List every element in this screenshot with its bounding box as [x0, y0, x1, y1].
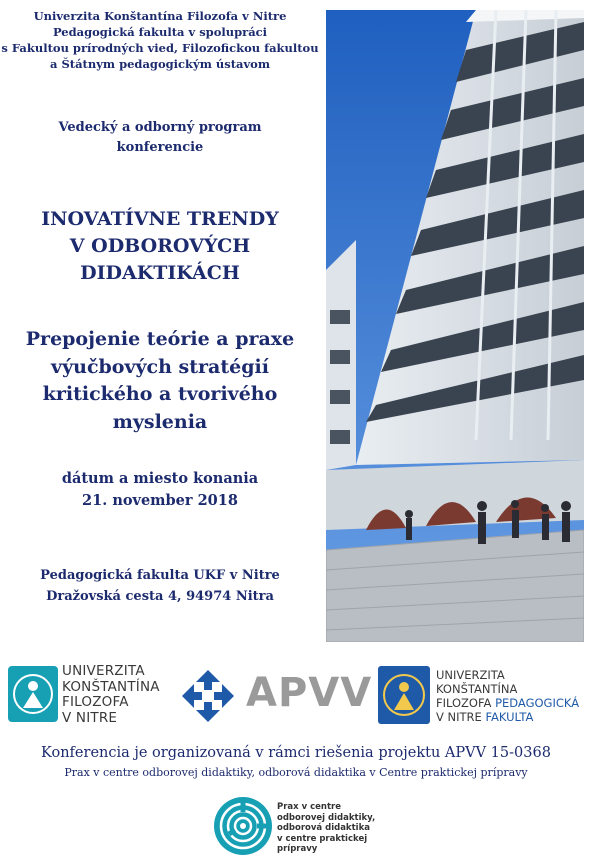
practice-center-line: odborová didaktika [277, 823, 370, 833]
project-note: Konferencia je organizovaná v rámci riešenia projektu APVV 15-0368 [41, 745, 551, 761]
organizer-line: s Fakultou prírodných vied, Filozofickou fakultou [1, 41, 319, 55]
program-line: Vedecký a odborný program [58, 120, 262, 135]
pf-wordmark-faculty: PEDAGOGICKÁ [495, 696, 580, 710]
pf-wordmark-line: UNIVERZITA [436, 668, 505, 682]
pf-wordmark-line [436, 710, 579, 724]
organizer-block [0, 8, 320, 72]
ukf-wordmark-line: UNIVERZITA [62, 663, 145, 679]
title-line: INOVATÍVNE TRENDY [41, 208, 279, 230]
project-subnote: Prax v centre odborovej didaktiky, odborová didaktika v Centre praktickej prípravy [64, 766, 528, 779]
pf-wordmark-faculty: FAKULTA [485, 710, 534, 724]
program-line: konferencie [116, 140, 204, 155]
ukf-logo [8, 664, 178, 730]
pf-wordmark [436, 668, 579, 724]
subtitle-line: výučbových stratégií [51, 355, 269, 378]
apvv-logo [180, 668, 373, 728]
organizer-line: Univerzita Konštantína Filozofa v Nitre [33, 9, 287, 23]
ukf-wordmark-line: FILOZOFA [62, 694, 129, 710]
ukf-emblem-icon [8, 666, 58, 722]
ukf-wordmark-line: KONŠTANTÍNA [62, 678, 160, 695]
venue-block [0, 565, 320, 607]
pf-logo [378, 666, 588, 732]
subtitle-line: kritického a tvorivého [42, 383, 278, 405]
logos-row [0, 662, 592, 732]
practice-center-logo [213, 792, 383, 862]
pf-wordmark-part: V NITRE [436, 710, 482, 724]
subtitle-line: Prepojenie teórie a praxe [25, 328, 295, 350]
practice-center-line: v centre praktickej [277, 833, 368, 844]
program-heading [0, 118, 320, 158]
date-block [0, 468, 320, 512]
apvv-wordmark: APVV [246, 670, 373, 716]
practice-center-line: Prax v centre [277, 802, 341, 812]
venue-name: Pedagogická fakulta UKF v Nitre [40, 568, 280, 583]
pf-emblem-icon [378, 666, 430, 724]
pf-wordmark-line [436, 696, 579, 710]
date-label: dátum a miesto konania [61, 470, 259, 487]
ukf-wordmark [62, 664, 160, 726]
title-line: DIDAKTIKÁCH [80, 262, 240, 284]
maze-icon [213, 796, 273, 856]
title-line: V ODBOROVÝCH [69, 235, 251, 257]
organizer-line: a Štátnym pedagogickým ústavom [50, 57, 270, 71]
practice-center-line: odborovej didaktiky, [277, 812, 376, 823]
apvv-arrows-icon [180, 668, 236, 724]
practice-center-line: prípravy [277, 844, 318, 854]
building-illustration [326, 10, 584, 642]
venue-address: Dražovská cesta 4, 94974 Nitra [46, 589, 274, 604]
building-photo [326, 10, 584, 642]
pf-wordmark-line: KONŠTANTÍNA [436, 682, 518, 696]
event-date: 21. november 2018 [82, 492, 238, 509]
conference-subtitle [0, 326, 320, 436]
subtitle-line: myslenia [112, 410, 208, 433]
organizer-line: Pedagogická fakulta v spolupráci [52, 25, 268, 39]
conference-title [0, 206, 320, 287]
pf-wordmark-part: FILOZOFA [436, 696, 492, 710]
practice-center-wordmark [277, 802, 375, 855]
ukf-wordmark-line: V NITRE [62, 709, 118, 726]
